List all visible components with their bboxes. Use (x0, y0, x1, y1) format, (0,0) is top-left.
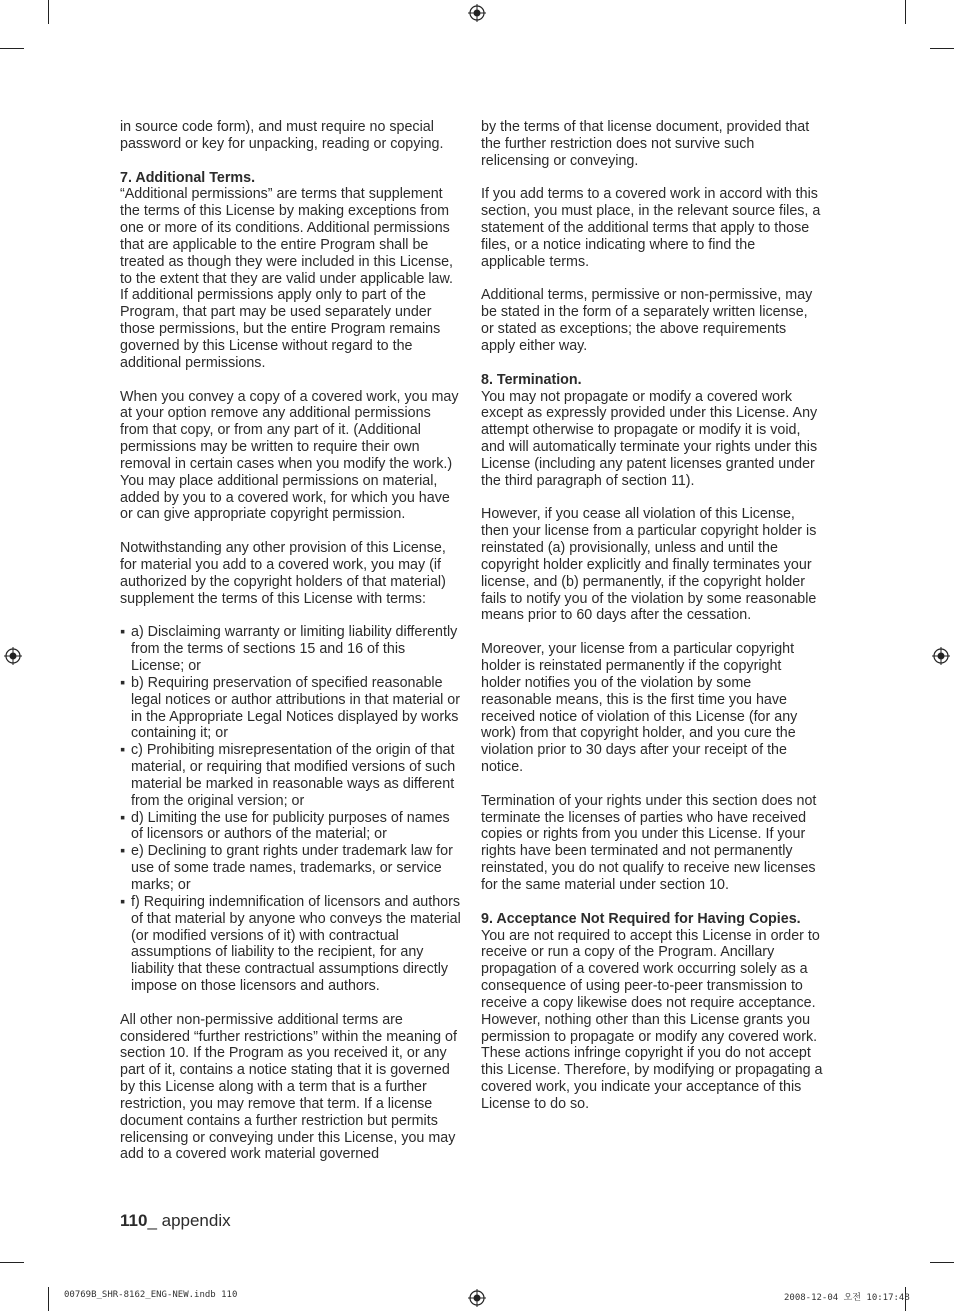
bullet-icon: ▪ (120, 674, 126, 691)
bullet-icon: ▪ (120, 809, 126, 826)
paragraph: You may not propagate or modify a covered work except as expressly provided under this License. Any attempt otherwise to propagate or modify it is void, and will automatically terminate your rights under this License (including any patent licenses granted under the third paragraph of section 11). (481, 388, 818, 489)
bullet-icon: ▪ (120, 624, 126, 641)
paragraph: You are not required to accept this License in order to receive or run a copy of the Program. Ancillary propagation of a covered work occurring solely as a consequence of using peer-to-peer transmission to receive a copy likewise does not require acceptance. However, nothing other than this License grants you permission to propagate or modify any covered work. These actions infringe copyright if you do not accept this License. Therefore, by modifying or propagating a covered work, you indicate your acceptance of this License to do so. (481, 927, 823, 1112)
paragraph: Moreover, your license from a particular copyright holder is reinstated permanently if the copyright holder notifies you of the violation by some reasonable means, this is the first time you have received notice of violation of this License (for any work) from that copyright holder, and you cure the violation prior to 30 days after your receipt of the notice. (481, 641, 798, 776)
page-number: 110 (120, 1211, 148, 1230)
registration-mark-icon (4, 647, 22, 665)
list-item: ▪ e) Declining to grant rights under trademark law for use of some trade names, trademarks, or service marks; or (120, 843, 453, 893)
paragraph: If you add terms to a covered work in accord with this section, you must place, in the relevant source files, a statement of the additional terms that apply to those files, or a notice indicating where to find the applicable terms. (481, 186, 821, 270)
list-item: ▪ a) Disclaiming warranty or limiting liability differently from the terms of sections 15 and 16 of this License; or (120, 624, 458, 674)
paragraph: “Additional permissions” are terms that supplement the terms of this License by making exceptions from one or more of its conditions. Additional permissions that are applicable to the entire Program shall be treated as though they were included in this License, to the extent that they are valid under applicable law. If additional permissions apply only to part of the Program, that part may be used separately under those permissions, but the entire Program remains governed by this License without regard to the additional permissions. (120, 186, 454, 371)
list-item: ▪ f) Requiring indemnification of licensors and authors of that material by anyone who conveys the material (or modified versions of it) with contractual assumptions of liability to the recipient, for any liability that these contractual assumptions directly impose on those licensors and authors. (120, 893, 461, 995)
bullet-icon: ▪ (120, 843, 126, 860)
registration-mark-icon (468, 4, 486, 22)
paragraph: Notwithstanding any other provision of this License, for material you add to a covered work, you may (if authorized by the copyright holders of that material) supplement the terms of this License with terms: (120, 540, 446, 607)
paragraph: All other non-permissive additional terms are considered “further restrictions” within the meaning of section 10. If the Program as you received it, or any part of it, contains a notice stating that it is governed by this License along with a term that is a further restriction, you may remove that term. If a license document contains a further restriction but permits relicensing or conveying under this License, you may add to a covered work material governed (120, 1011, 457, 1163)
paragraph: However, if you cease all violation of this License, then your license from a particular copyright holder is reinstated (a) provisionally, unless and until the copyright holder explicitly and finally terminates your license, and (b) permanently, if the copyright holder fails to notify you of the violation by some reasonable means prior to 60 days after the cessation. (481, 506, 817, 624)
right-column (481, 119, 823, 1113)
print-slug-datetime: 2008-12-04 오전 10:17:48 (784, 1293, 910, 1303)
bullet-icon: ▪ (120, 742, 126, 759)
registration-mark-icon (932, 647, 950, 665)
bullet-icon: ▪ (120, 893, 126, 910)
paragraph: by the terms of that license document, provided that the further restriction does not survive such relicensing or conveying. (481, 119, 810, 169)
section-heading-9: 9. Acceptance Not Required for Having Copies. (481, 910, 801, 927)
paragraph: Termination of your rights under this section does not terminate the licenses of parties who have received copies or rights from you under this License. If your rights have been terminated and not permanently reinstated, you do not qualify to receive new licenses for the same material under section 10. (481, 792, 817, 893)
registration-mark-icon (468, 1289, 486, 1307)
crop-mark (0, 48, 24, 49)
crop-mark (905, 0, 906, 24)
paragraph: Additional terms, permissive or non-permissive, may be stated in the form of a separately written license, or stated as exceptions; the above requirements apply either way. (481, 287, 813, 354)
crop-mark (0, 1262, 24, 1263)
crop-mark (48, 0, 49, 24)
paragraph: in source code form), and must require no special password or key for unpacking, reading or copying. (120, 119, 444, 152)
print-slug-file: 00769B_SHR-8162_ENG-NEW.indb 110 (64, 1290, 238, 1300)
crop-mark (48, 1287, 49, 1311)
terms-list (120, 624, 462, 995)
list-item: ▪ d) Limiting the use for publicity purposes of names of licensors or authors of the material; or (120, 809, 450, 843)
page-footer (120, 1211, 231, 1231)
crop-mark (930, 1262, 954, 1263)
section-heading-8: 8. Termination. (481, 371, 582, 388)
list-item: ▪ c) Prohibiting misrepresentation of the origin of that material, or requiring that modified versions of such material be marked in reasonable ways as different from the original version; or (120, 742, 456, 809)
crop-mark (930, 48, 954, 49)
section-heading-7: 7. Additional Terms. (120, 169, 256, 186)
list-item: ▪ b) Requiring preservation of specified reasonable legal notices or author attributions in that material or in the Appropriate Legal Notices displayed by works containing it; or (120, 674, 461, 742)
paragraph: When you convey a copy of a covered work, you may at your option remove any additional permissions from that copy, or from any part of it. (Additional permissions may be written to require their own removal in certain cases when you modify the work.) You may place additional permissions on material, added by you to a covered work, for which you have or can give appropriate copyright permission. (120, 388, 459, 523)
section-name: _ appendix (147, 1211, 231, 1230)
left-column (120, 119, 462, 1163)
